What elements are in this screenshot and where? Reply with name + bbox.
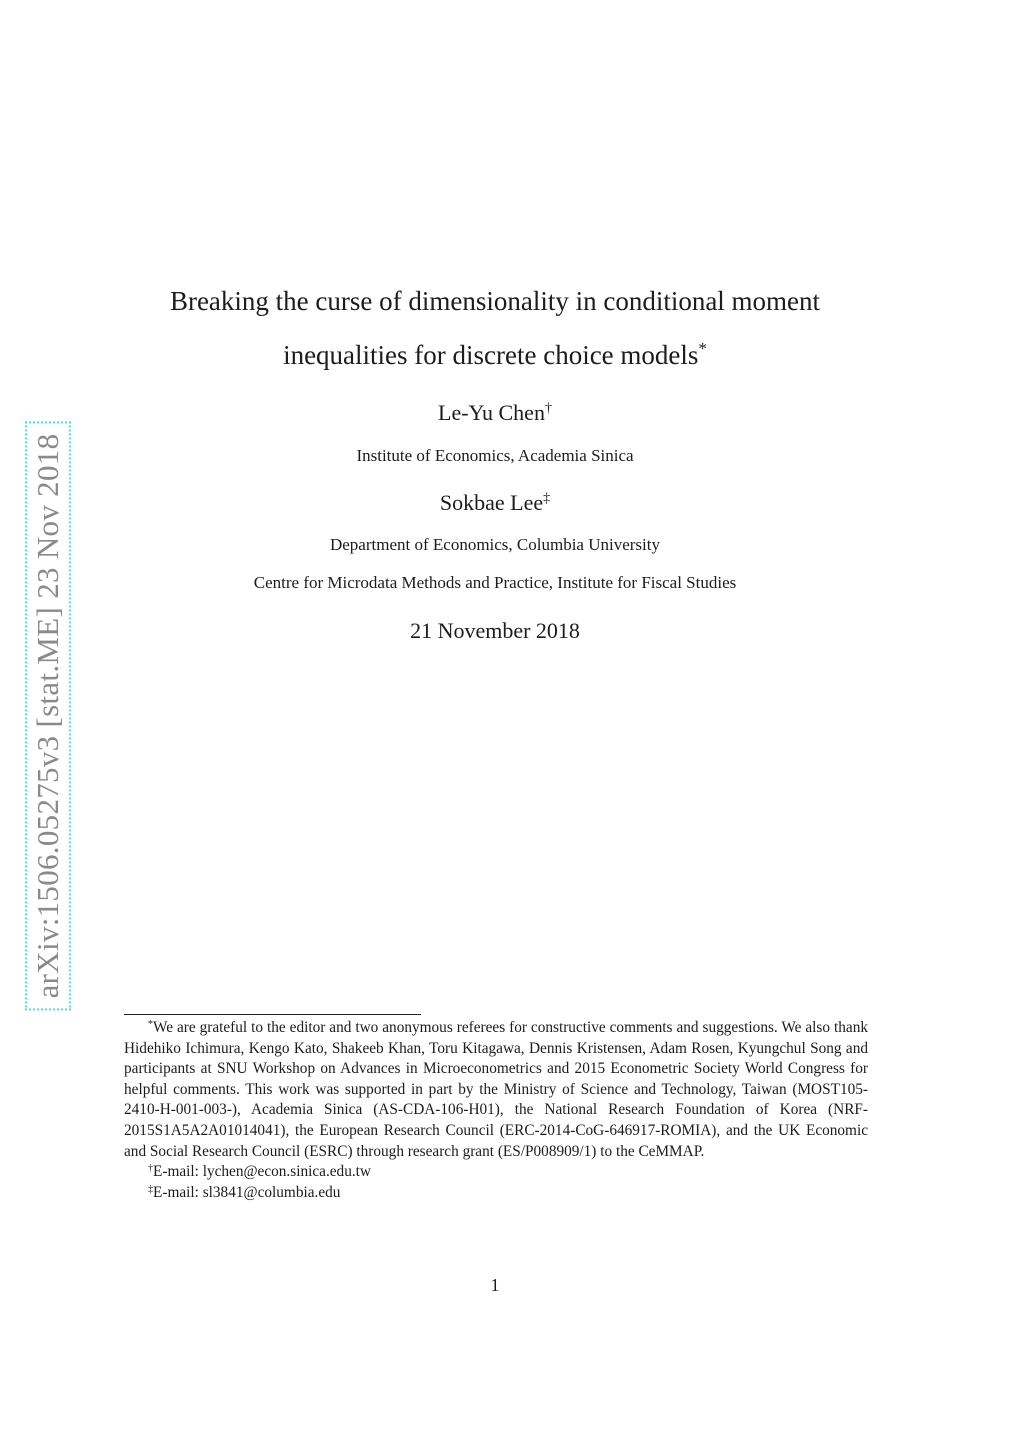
footnote-ddagger-text: E-mail: sl3841@columbia.edu xyxy=(153,1183,341,1201)
title-line-2 xyxy=(0,328,990,382)
footnote-email-1 xyxy=(124,1162,868,1183)
title-line-1: Breaking the curse of dimensionality in conditional moment xyxy=(169,286,821,316)
author-2-affiliation-1: Department of Economics, Columbia University xyxy=(329,535,660,554)
author-1-footnote-mark[interactable]: † xyxy=(544,401,552,416)
publication-date: 21 November 2018 xyxy=(410,618,580,643)
arxiv-identifier-stamp[interactable]: arXiv:1506.05275v3 [stat.ME] 23 Nov 2018 xyxy=(25,422,71,1011)
author-2-name: Sokbae Lee xyxy=(439,490,544,515)
footnote-star-text: We are grateful to the editor and two anonymous referees for constructive comments and suggestions. We also thank Hidehiko Ichimura, Kengo Kato, Shakeeb Khan, Toru Kitagawa, Dennis Kristensen, Adam Rosen, Kyungchul Song and participants at SNU Workshop on Advances in Microeconometrics and 2015 Econometric Society World Congress for helpful comments. This work was supported in part by the Ministry of Science and Technology, Taiwan (MOST105-2410-H-001-003-), Academia Sinica (AS-CDA-106-H01), the National Research Foundation of Korea (NRF-2015S1A5A2A01014041), the European Research Council (ERC-2014-CoG-646917-ROMIA), and the UK Economic and Social Research Council (ESRC) through research grant (ES/P008909/1) to the CeMMAP. xyxy=(124,1019,868,1160)
author-2 xyxy=(0,490,990,516)
author-1-name: Le-Yu Chen xyxy=(438,400,545,425)
page-number: 1 xyxy=(490,1275,500,1295)
footnote-dagger-text: E-mail: lychen@econ.sinica.edu.tw xyxy=(153,1163,371,1181)
footnotes xyxy=(124,1018,868,1203)
title-line-2-text: inequalities for discrete choice models xyxy=(283,340,699,370)
author-2-affiliation-2: Centre for Microdata Methods and Practice, Institute for Fiscal Studies xyxy=(253,573,737,592)
paper-title xyxy=(0,274,990,382)
author-1 xyxy=(0,400,990,426)
footnote-email-2 xyxy=(124,1183,868,1204)
footnote-ddagger-mark: ‡ xyxy=(148,1183,153,1195)
footnote-acknowledgements xyxy=(124,1018,868,1162)
footnote-dagger-mark: † xyxy=(148,1163,153,1175)
author-2-footnote-mark[interactable]: ‡ xyxy=(543,491,551,506)
footnote-separator xyxy=(124,1014,421,1015)
author-1-affiliation: Institute of Economics, Academia Sinica xyxy=(356,446,634,465)
footnote-star-mark: * xyxy=(148,1019,153,1030)
title-footnote-mark[interactable]: * xyxy=(698,339,707,358)
